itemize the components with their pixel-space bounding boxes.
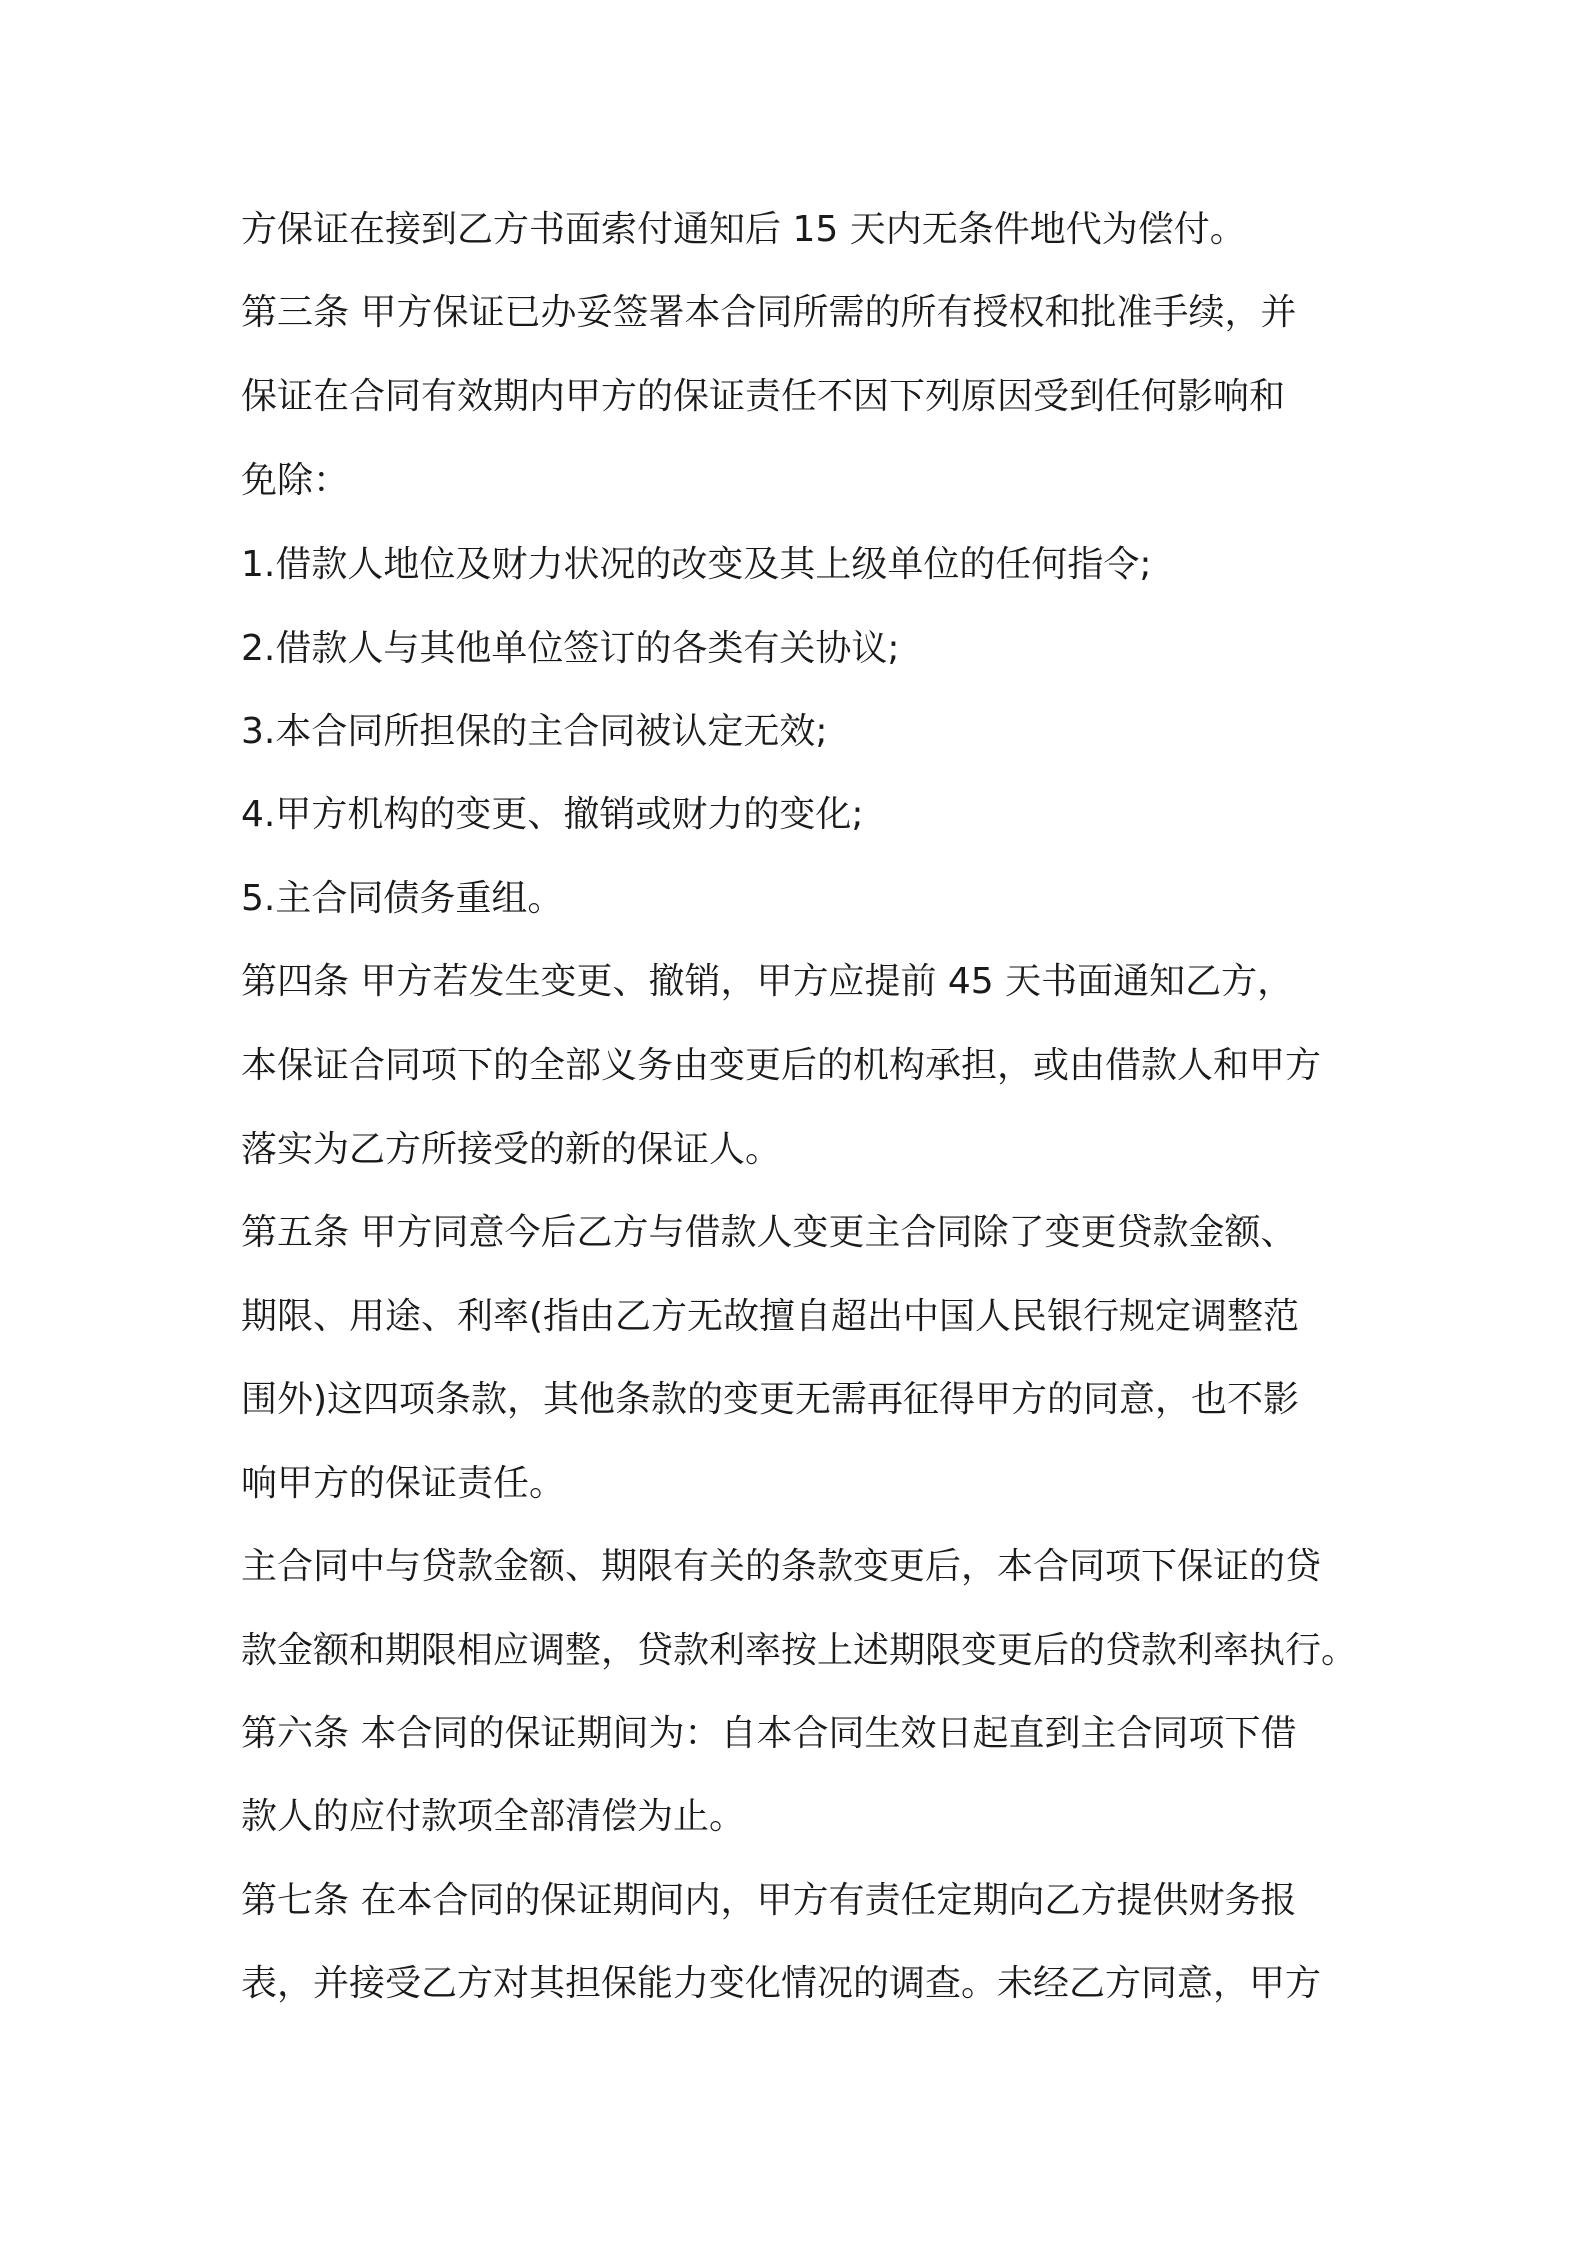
text-line: 方保证在接到乙方书面索付通知后 15 天内无条件地代为偿付。 — [241, 209, 1246, 250]
text-line: 2.借款人与其他单位签订的各类有关协议; — [241, 628, 900, 669]
text-line: 免除： — [241, 460, 350, 501]
text-line: 第六条 本合同的保证期间为：自本合同生效日起直到主合同项下借 — [241, 1713, 1297, 1754]
text-line: 主合同中与贷款金额、期限有关的条款变更后，本合同项下保证的贷 — [241, 1546, 1322, 1587]
text-line: 期限、用途、利率(指由乙方无故擅自超出中国人民银行规定调整范 — [241, 1296, 1300, 1337]
text-line: 表，并接受乙方对其担保能力变化情况的调查。未经乙方同意，甲方 — [241, 1963, 1322, 2004]
text-line: 围外)这四项条款，其他条款的变更无需再征得甲方的同意，也不影 — [241, 1379, 1300, 1420]
text-line: 1.借款人地位及财力状况的改变及其上级单位的任何指令; — [241, 544, 1152, 585]
text-line: 4.甲方机构的变更、撤销或财力的变化; — [241, 794, 864, 835]
text-line: 第四条 甲方若发生变更、撤销，甲方应提前 45 天书面通知乙方， — [241, 961, 1294, 1002]
text-line: 款金额和期限相应调整，贷款利率按上述期限变更后的贷款利率执行。 — [241, 1630, 1358, 1671]
text-line: 响甲方的保证责任。 — [241, 1463, 566, 1504]
text-line: 5.主合同债务重组。 — [241, 878, 564, 919]
text-line: 3.本合同所担保的主合同被认定无效; — [241, 711, 828, 752]
text-line: 第五条 甲方同意今后乙方与借款人变更主合同除了变更贷款金额、 — [241, 1212, 1297, 1253]
text-line: 本保证合同项下的全部义务由变更后的机构承担，或由借款人和甲方 — [241, 1045, 1322, 1086]
text-line: 保证在合同有效期内甲方的保证责任不因下列原因受到任何影响和 — [241, 376, 1286, 417]
text-line: 落实为乙方所接受的新的保证人。 — [241, 1129, 782, 1170]
text-line: 第三条 甲方保证已办妥签署本合同所需的所有授权和批准手续，并 — [241, 292, 1297, 333]
text-line: 款人的应付款项全部清偿为止。 — [241, 1796, 746, 1837]
text-line: 第七条 在本合同的保证期间内，甲方有责任定期向乙方提供财务报 — [241, 1880, 1297, 1921]
